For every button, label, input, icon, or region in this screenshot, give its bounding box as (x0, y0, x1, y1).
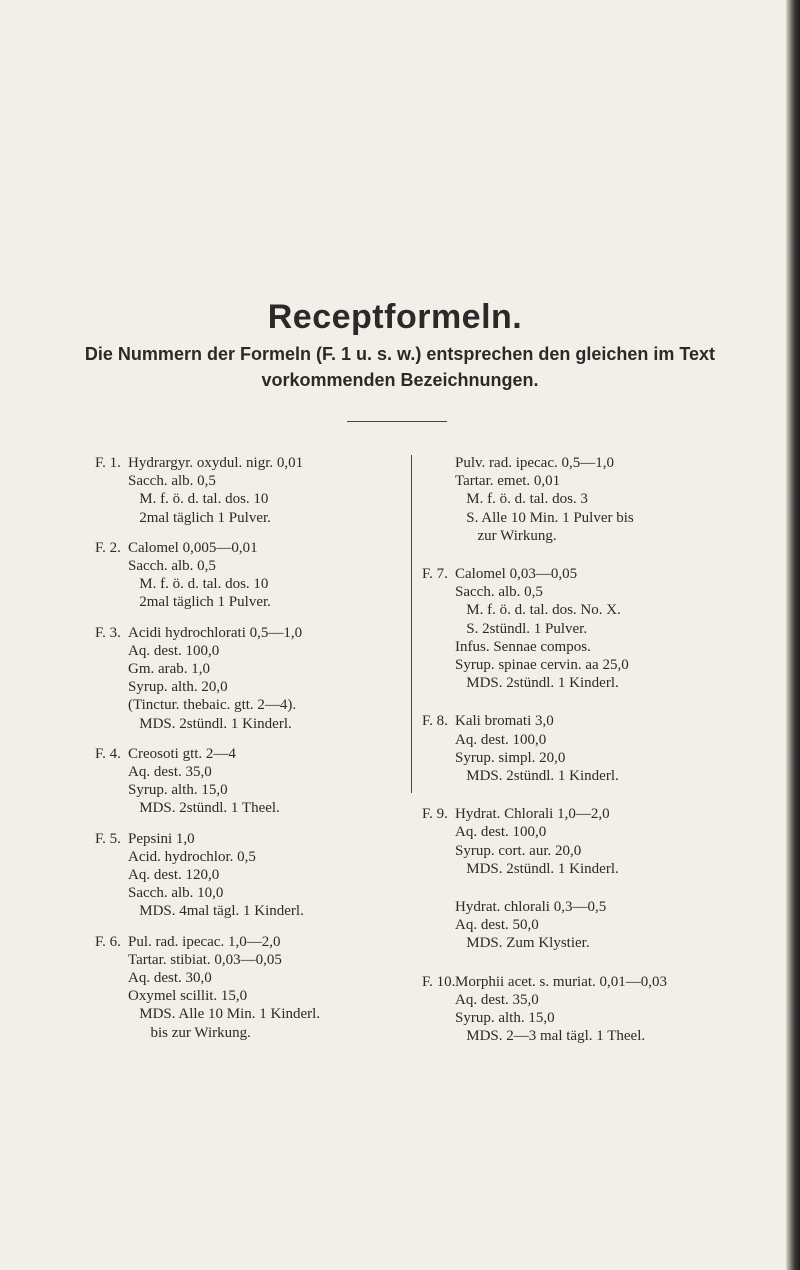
formula-line: Kali bromati 3,0 (455, 713, 554, 730)
formula-line: Infus. Sennae compos. (455, 638, 591, 655)
formula-line: Aq. dest. 35,0 (455, 991, 539, 1008)
formula-body (422, 454, 767, 545)
formula-line: MDS. Zum Klystier. (455, 935, 590, 952)
formula-block (95, 830, 405, 921)
formula-number: F. 9. (422, 806, 448, 823)
formula-line: Sacch. alb. 0,5 (128, 558, 216, 575)
formula-block (95, 745, 405, 818)
formula-line: MDS. 2stündl. 1 Kinderl. (128, 715, 292, 732)
formula-number: F. 6. (95, 933, 121, 950)
formula-number: F. 3. (95, 624, 121, 641)
formula-number: F. 4. (95, 745, 121, 762)
formula-line: 2mal täglich 1 Pulver. (128, 594, 271, 611)
formula-block (422, 973, 767, 1046)
formula-block (95, 933, 405, 1042)
formula-line: Aq. dest. 100,0 (128, 642, 220, 659)
formula-line: 2mal täglich 1 Pulver. (128, 509, 271, 526)
formula-line: Oxymel scillit. 15,0 (128, 988, 248, 1005)
formula-line: Pepsini 1,0 (128, 830, 195, 847)
formula-line: Acidi hydrochlorati 0,5—1,0 (128, 624, 303, 641)
formula-line: Sacch. alb. 0,5 (455, 584, 543, 601)
formula-line: Tartar. emet. 0,01 (455, 473, 561, 490)
formula-line: Acid. hydrochlor. 0,5 (128, 848, 256, 865)
formula-line: Gm. arab. 1,0 (128, 661, 211, 678)
formula-line: S. 2stündl. 1 Pulver. (455, 620, 588, 637)
formula-body (422, 565, 767, 692)
formula-number: F. 7. (422, 566, 448, 583)
formula-line: bis zur Wirkung. (128, 1024, 251, 1041)
formula-line: MDS. 2stündl. 1 Kinderl. (455, 768, 619, 785)
formula-line: Tartar. stibiat. 0,03—0,05 (128, 951, 282, 968)
formula-line: M. f. ö. d. tal. dos. 10 (128, 576, 269, 593)
title-rule (347, 421, 447, 422)
formula-body (95, 745, 405, 818)
formula-block (422, 454, 767, 545)
formula-body (95, 454, 405, 527)
formula-line: Aq. dest. 35,0 (128, 764, 212, 781)
formula-line: MDS. 2stündl. 1 Kinderl. (455, 860, 619, 877)
formula-line: M. f. ö. d. tal. dos. No. X. (455, 602, 621, 619)
formula-line: Syrup. alth. 15,0 (455, 1010, 555, 1027)
formula-body (422, 973, 767, 1046)
formula-line: MDS. Alle 10 Min. 1 Kinderl. (128, 1006, 321, 1023)
formula-number: F. 1. (95, 455, 121, 471)
formula-line: Hydrargyr. oxydul. nigr. 0,01 (128, 455, 304, 471)
formula-block (422, 565, 767, 692)
formula-line: S. Alle 10 Min. 1 Pulver bis (455, 509, 634, 526)
page-edge (786, 0, 800, 1270)
formula-line: Aq. dest. 120,0 (128, 867, 220, 884)
formula-line: MDS. 2—3 mal tägl. 1 Theel. (455, 1028, 646, 1045)
formula-body (95, 624, 405, 733)
page-title: Receptformeln. (267, 298, 523, 336)
formula-block (422, 712, 767, 785)
formula-line: Pul. rad. ipecac. 1,0—2,0 (128, 933, 281, 950)
formula-line: Sacch. alb. 10,0 (128, 885, 224, 902)
formula-block (95, 624, 405, 733)
formula-line: Hydrat. chlorali 0,3—0,5 (455, 899, 607, 916)
formula-body (95, 830, 405, 921)
column-divider (411, 455, 412, 793)
formula-block (422, 898, 767, 953)
formula-body (95, 933, 405, 1042)
formula-line: Syrup. simpl. 20,0 (455, 749, 566, 766)
formula-line: Aq. dest. 100,0 (455, 824, 547, 841)
right-column (422, 454, 767, 1045)
formula-block (422, 805, 767, 878)
formula-number: F. 8. (422, 713, 448, 730)
formula-line: zur Wirkung. (455, 527, 557, 544)
formula-line: (Tinctur. thebaic. gtt. 2—4). (128, 697, 297, 714)
formula-line: Syrup. alth. 15,0 (128, 782, 228, 799)
left-column (95, 454, 405, 1042)
formula-line: Syrup. spinae cervin. aa 25,0 (455, 657, 629, 674)
formula-body (422, 898, 767, 953)
formula-line: Sacch. alb. 0,5 (128, 473, 216, 490)
formula-line: Hydrat. Chlorali 1,0—2,0 (455, 806, 610, 823)
formula-number: F. 5. (95, 830, 121, 847)
formula-body (422, 805, 767, 878)
formula-line: Calomel 0,03—0,05 (455, 566, 578, 583)
formula-block (95, 454, 405, 527)
formula-line: Pulv. rad. ipecac. 0,5—1,0 (455, 455, 614, 471)
formula-body (95, 539, 405, 612)
formula-line: Creosoti gtt. 2—4 (128, 745, 236, 762)
formula-line: MDS. 2stündl. 1 Kinderl. (455, 675, 619, 692)
formula-line: MDS. 4mal tägl. 1 Kinderl. (128, 903, 304, 920)
formula-line: Morphii acet. s. muriat. 0,01—0,03 (455, 973, 668, 990)
formula-line: Syrup. cort. aur. 20,0 (455, 842, 582, 859)
formula-line: Syrup. alth. 20,0 (128, 679, 228, 696)
formula-line: Calomel 0,005—0,01 (128, 539, 258, 556)
formula-line: MDS. 2stündl. 1 Theel. (128, 800, 280, 817)
formula-block (95, 539, 405, 612)
formula-number: F. 2. (95, 539, 121, 556)
formula-line: Aq. dest. 100,0 (455, 731, 547, 748)
formula-body (422, 712, 767, 785)
formula-line: M. f. ö. d. tal. dos. 10 (128, 491, 269, 508)
formula-number: F. 10. (422, 973, 456, 990)
formula-line: Aq. dest. 30,0 (128, 970, 212, 987)
formula-line: Aq. dest. 50,0 (455, 917, 539, 934)
formula-line: M. f. ö. d. tal. dos. 3 (455, 491, 588, 508)
page-subtitle: Die Nummern der Formeln (F. 1 u. s. w.) entsprechen den gleichen im Text vorkommenden Bezeichnungen. (84, 344, 716, 390)
